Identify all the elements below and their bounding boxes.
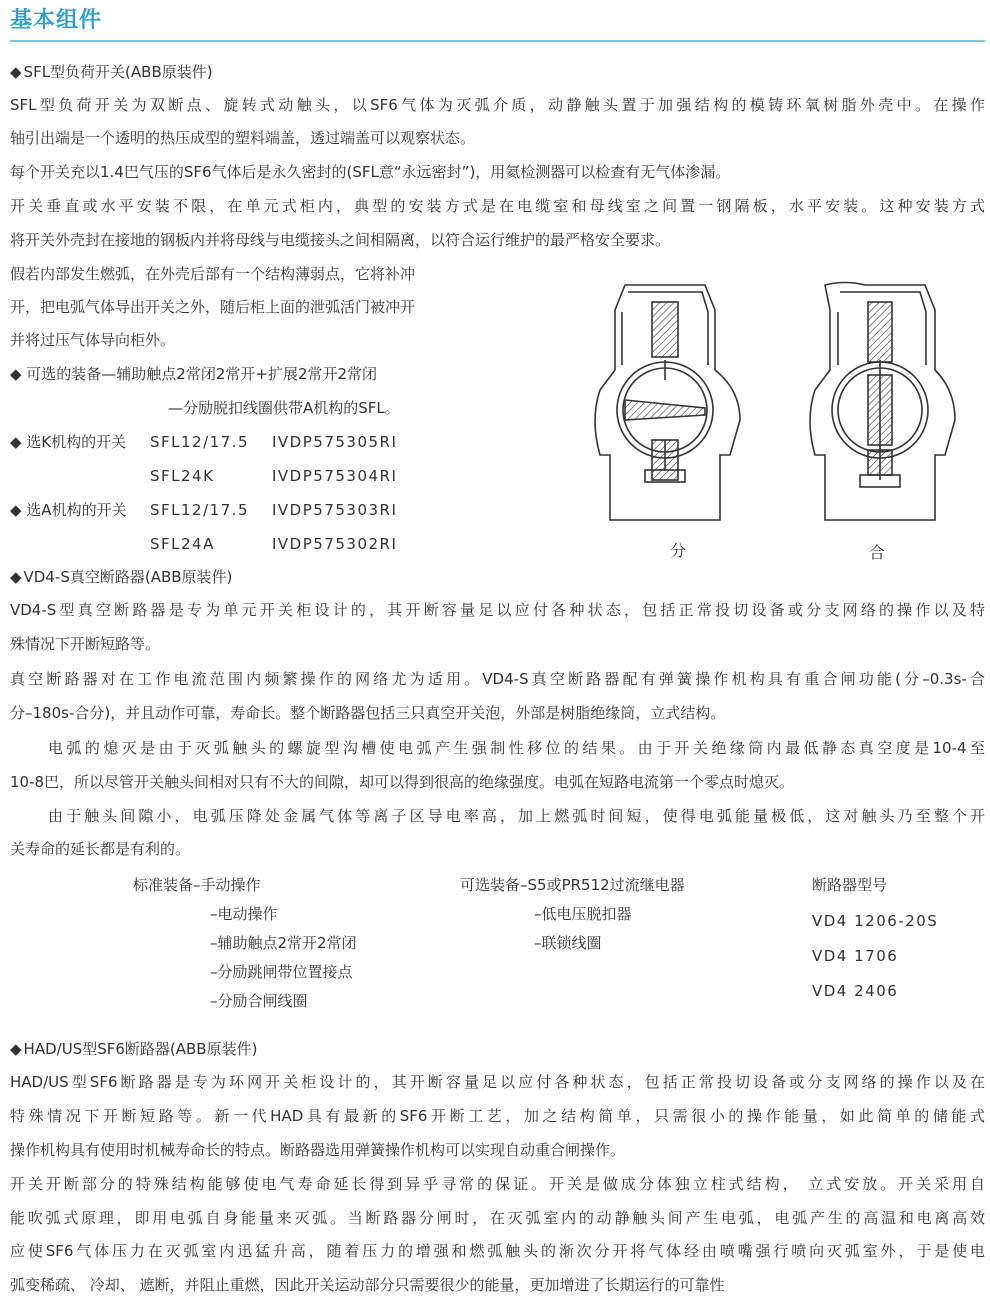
title-divider [10,40,985,42]
sfl-k-code-1: IVDP575305RI [272,433,398,451]
sfl-option-line-2: —分励脱扣线圈供带A机构的SFL。 [168,399,400,417]
sfl-paragraph-4-line-3: 并将过压气体导向柜外。 [10,331,176,349]
vd4-model: VD4 2406 [812,982,899,1000]
vd4-standard-item: –分励合闸线圈 [210,992,308,1010]
had-heading: ◆ HAD/US型SF6断路器(ABB原装件) [10,1039,257,1059]
vd4-paragraph-2-line-1: 真空断路器对在工作电流范围内频繁操作的网络尤为适用。VD4-S真空断路器配有弹簧操作机构具有重合闸功能(分–0.3s-合 [10,670,985,688]
sfl-a-model-1: SFL12/17.5 [150,501,250,519]
vd4-paragraph-4-line-1: 由于触头间隙小，电弧压降处金属气体等离子区导电率高，加上燃弧时间短，使得电弧能量极低，这对触头乃至整个开 [48,807,985,825]
had-paragraph-2-line-3: 应使SF6气体压力在灭弧室内迅猛升高，随着压力的增强和燃弧触头的渐次分开将气体经由喷嘴强行喷向灭弧室外，于是使电 [10,1242,985,1260]
vd4-paragraph-1-line-2: 殊情况下开断短路等。 [10,635,161,653]
vd4-paragraph-1-line-1: VD4-S型真空断路器是专为单元开关柜设计的，其开断容量足以应付各种状态，包括正常投切设备或分支网络的操作以及特 [10,601,985,619]
vd4-models-header: 断路器型号 [812,876,888,894]
vd4-model: VD4 1206-20S [812,912,939,930]
sfl-a-code-1: IVDP575303RI [272,501,398,519]
sfl-k-model-2: SFL24K [150,467,215,485]
sfl-k-model-1: SFL12/17.5 [150,433,250,451]
vd4-heading: ◆ VD4-S真空断路器(ABB原装件) [10,567,232,587]
sfl-paragraph-1-line-1: SFL型负荷开关为双断点、旋转式动触头，以SF6气体为灭弧介质，动静触头置于加强结构的模铸环氧树脂外壳中。在操作 [10,96,985,114]
switch-closed-caption: 合 [869,543,886,562]
had-paragraph-2-line-1: 开关开断部分的特殊结构能够使电气寿命延长得到异乎寻常的保证。开关是做成分体独立柱式结构， 立式安放。开关采用自 [10,1175,985,1193]
had-paragraph-2-line-2: 能吹弧式原理，即用电弧自身能量来灭弧。当断路器分闸时，在灭弧室内的动静触头间产生电弧，电弧产生的高温和电离高效 [10,1209,985,1227]
vd4-paragraph-4-line-2: 关寿命的延长都是有利的。 [10,840,191,858]
had-paragraph-1-line-2: 特殊情况下开断短路等。新一代HAD具有最新的SF6开断工艺，加之结构简单，只需很小的操作能量，如此简单的储能式 [10,1107,985,1125]
sfl-switch-diagram [590,280,970,535]
sfl-paragraph-4-line-1: 假若内部发生燃弧，在外壳后部有一个结构薄弱点，它将补冲 [10,265,416,283]
sfl-paragraph-1-line-2: 轴引出端是一个透明的热压成型的塑料端盖，透过端盖可以观察状态。 [10,129,476,147]
sfl-paragraph-2: 每个开关充以1.4巴气压的SF6气体后是永久密封的(SFL意“永远密封”)，用氦检测器可以检查有无气体渗漏。 [10,163,731,181]
sfl-heading: ◆ SFL型负荷开关(ABB原装件) [10,62,213,82]
vd4-model: VD4 1706 [812,947,899,965]
page-title: 基本组件 [10,8,103,33]
vd4-optional-item: 可选装备–S5或PR512过流继电器 [460,876,685,894]
sfl-k-code-2: IVDP575304RI [272,467,398,485]
vd4-standard-item: 标准装备–手动操作 [133,876,261,894]
switch-open-drawing [595,285,740,520]
vd4-standard-item: –分励跳闸带位置接点 [210,963,353,981]
vd4-optional-item: –联锁线圈 [534,934,602,952]
sfl-paragraph-3-line-2: 将开关外壳封在接地的钢板内并将母线与电缆接头之间相隔离，以符合运行维护的最严格安全要求。 [10,231,671,249]
vd4-paragraph-3-line-2: 10-8巴，所以尽管开关触头间相对只有不大的间隙，却可以得到很高的绝缘强度。电弧在短路电流第一个零点时熄灭。 [10,773,795,791]
sfl-a-model-2: SFL24A [150,535,215,553]
sfl-a-label: ◆ 选A机构的开关 [10,501,127,519]
vd4-paragraph-3-line-1: 电弧的熄灭是由于灭弧触头的螺旋型沟槽使电弧产生强制性移位的结果。由于开关绝缘筒内最低静态真空度是10-4至 [48,739,985,757]
sfl-k-label: ◆ 选K机构的开关 [10,433,127,451]
switch-open-caption: 分 [670,541,687,560]
sfl-a-code-2: IVDP575302RI [272,535,398,553]
vd4-standard-item: –辅助触点2常开2常闭 [210,934,357,952]
vd4-paragraph-2-line-2: 分–180s-合分)，并且动作可靠，寿命长。整个断路器包括三只真空开关泡，外部是树脂绝缘筒，立式结构。 [10,704,726,722]
had-paragraph-1-line-1: HAD/US型SF6断路器是专为环网开关柜设计的，其开断容量足以应付各种状态，包括正常投切设备或分支网络的操作以及在 [10,1073,985,1091]
vd4-optional-item: –低电压脱扣器 [534,905,632,923]
sfl-option-line-1: ◆ 可选的装备—辅助触点2常闭2常开+扩展2常开2常闭 [10,365,378,383]
switch-closed-drawing [810,283,955,521]
vd4-standard-item: –电动操作 [210,905,278,923]
had-paragraph-1-line-3: 操作机构具有使用时机械寿命长的特点。断路器选用弹簧操作机构可以实现自动重合闸操作。 [10,1141,626,1159]
sfl-paragraph-3-line-1: 开关垂直或水平安装不限，在单元式柜内，典型的安装方式是在电缆室和母线室之间置一钢隔板，水平安装。这种安装方式 [10,197,985,215]
had-paragraph-2-line-4: 弧变稀疏、 冷却、 遮断，并阻止重燃，因此开关运动部分只需要很少的能量，更加增进了长期运行的可靠性 [10,1276,725,1294]
sfl-paragraph-4-line-2: 开，把电弧气体导出开关之外，随后柜上面的泄弧活门被冲开 [10,298,416,316]
